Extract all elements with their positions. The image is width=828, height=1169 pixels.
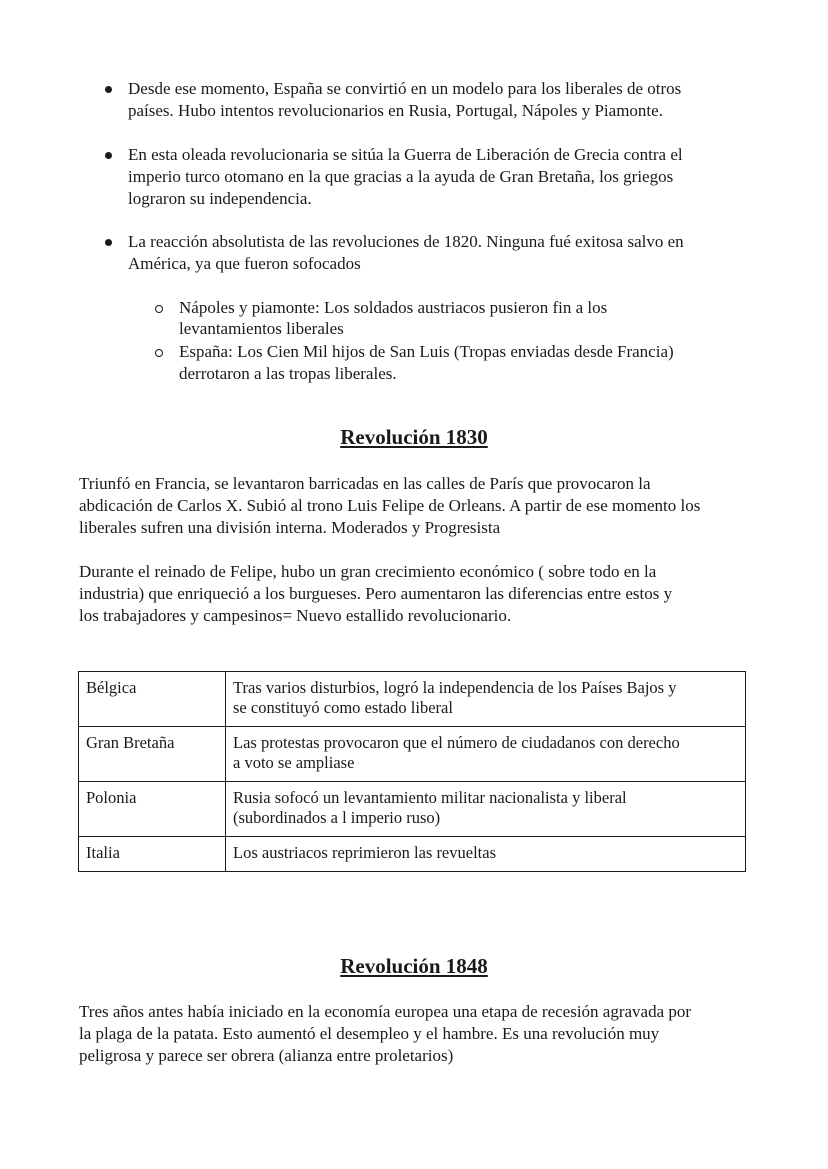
- description-cell: [226, 727, 746, 782]
- bullet-1-line-2: países. Hubo intentos revolucionarios en Rusia, Portugal, Nápoles y Piamonte.: [128, 101, 663, 120]
- circle-bullet-icon: [155, 349, 163, 357]
- bullet-2-line-2: imperio turco otomano en la que gracias a la ayuda de Gran Bretaña, los griegos: [128, 167, 674, 186]
- description-cell: [226, 837, 746, 872]
- description-line: (subordinados a l imperio ruso): [233, 808, 441, 827]
- revolutions-1830-table: [78, 671, 746, 872]
- bullet-2-line-1: En esta oleada revolucionaria se sitúa la Guerra de Liberación de Grecia contra el: [128, 145, 683, 164]
- description-cell: [226, 782, 746, 837]
- p1848-line-2: la plaga de la patata. Esto aumentó el desempleo y el hambre. Es una revolución muy: [79, 1024, 660, 1043]
- description-line: a voto se ampliase: [233, 753, 355, 772]
- p1830-2-line-2: industria) que enriqueció a los burgueses. Pero aumentaron las diferencias entre estos y: [79, 584, 673, 603]
- p1830-2-line-3: los trabajadores y campesinos= Nuevo estallido revolucionario.: [79, 606, 512, 625]
- bullet-3-line-1: La reacción absolutista de las revoluciones de 1820. Ninguna fué exitosa salvo en: [128, 232, 684, 251]
- subbullet-2-line-2: derrotaron a las tropas liberales.: [179, 364, 397, 383]
- table-row: [79, 837, 746, 872]
- table-row: [79, 782, 746, 837]
- subbullet-1-line-1: Nápoles y piamonte: Los soldados austriacos pusieron fin a los: [179, 298, 608, 317]
- country-cell: Bélgica: [79, 672, 226, 727]
- heading-revolucion-1848: Revolución 1848: [340, 954, 488, 978]
- bullet-icon: [105, 152, 112, 159]
- description-cell: [226, 672, 746, 727]
- bullet-3-line-2: América, ya que fueron sofocados: [128, 254, 361, 273]
- subbullet-2-line-1: España: Los Cien Mil hijos de San Luis (Tropas enviadas desde Francia): [179, 342, 674, 361]
- description-line: Tras varios disturbios, logró la independencia de los Países Bajos y: [233, 678, 677, 697]
- bullet-icon: [105, 239, 112, 246]
- subbullet-1-line-2: levantamientos liberales: [179, 319, 344, 338]
- description-line: Los austriacos reprimieron las revueltas: [233, 843, 496, 862]
- description-line: se constituyó como estado liberal: [233, 698, 453, 717]
- description-line: Las protestas provocaron que el número de ciudadanos con derecho: [233, 733, 680, 752]
- p1848-line-3: peligrosa y parece ser obrera (alianza entre proletarios): [79, 1046, 454, 1065]
- country-cell: Italia: [79, 837, 226, 872]
- p1830-1-line-3: liberales sufren una división interna. Moderados y Progresista: [79, 518, 501, 537]
- bullet-1-line-1: Desde ese momento, España se convirtió en un modelo para los liberales de otros: [128, 79, 682, 98]
- bullet-icon: [105, 86, 112, 93]
- country-cell: Gran Bretaña: [79, 727, 226, 782]
- country-cell: Polonia: [79, 782, 226, 837]
- table-row: [79, 672, 746, 727]
- p1830-1-line-2: abdicación de Carlos X. Subió al trono Luis Felipe de Orleans. A partir de ese momento los: [79, 496, 701, 515]
- table-row: [79, 727, 746, 782]
- bullet-2-line-3: lograron su independencia.: [128, 189, 312, 208]
- p1830-2-line-1: Durante el reinado de Felipe, hubo un gran crecimiento económico ( sobre todo en la: [79, 562, 657, 581]
- description-line: Rusia sofocó un levantamiento militar nacionalista y liberal: [233, 788, 627, 807]
- circle-bullet-icon: [155, 305, 163, 313]
- p1830-1-line-1: Triunfó en Francia, se levantaron barricadas en las calles de París que provocaron la: [79, 474, 651, 493]
- p1848-line-1: Tres años antes había iniciado en la economía europea una etapa de recesión agravada por: [79, 1002, 692, 1021]
- heading-revolucion-1830: Revolución 1830: [340, 425, 488, 449]
